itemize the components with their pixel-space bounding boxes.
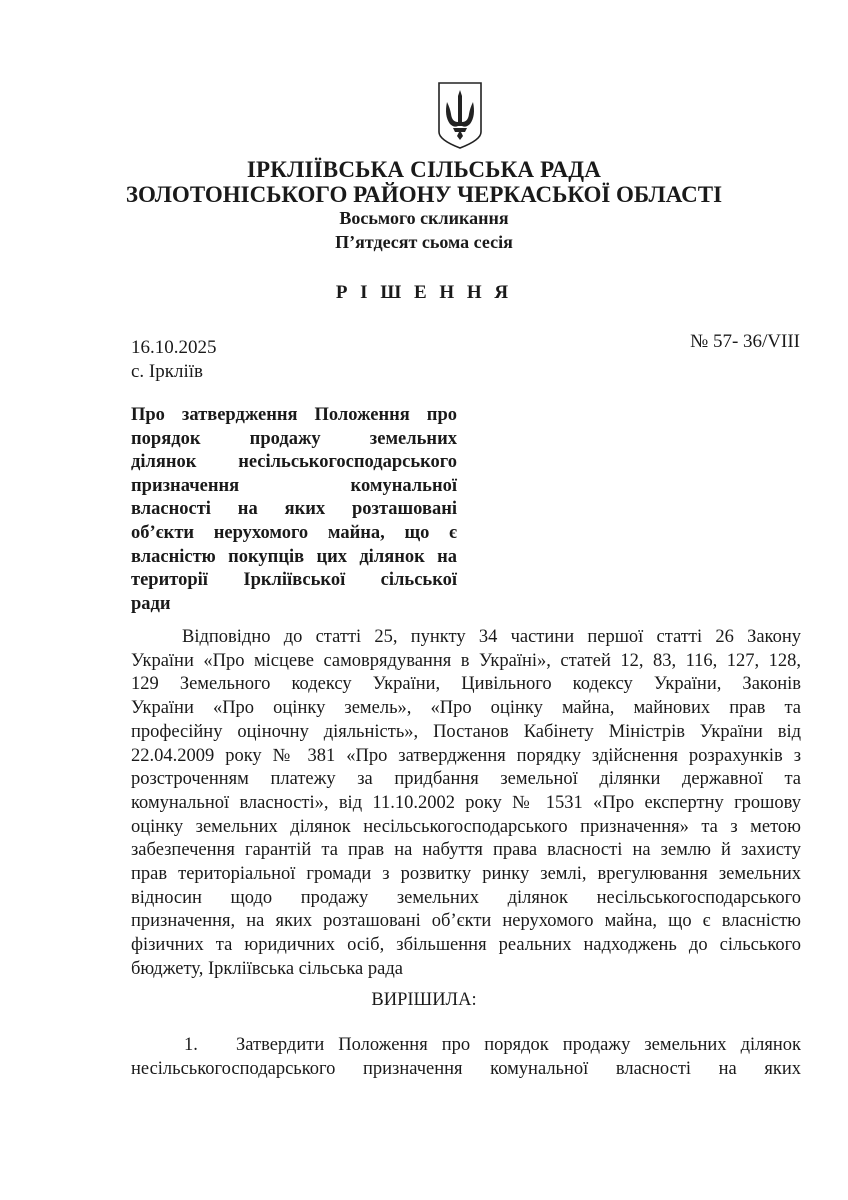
subject-line: об’єкти нерухомого майна, що є (131, 522, 457, 543)
preamble-line: 22.04.2009 року № 381 «Про затвердження порядку здійснення розрахунків з (131, 745, 801, 766)
preamble-line: розстроченням платежу за придбання земельної ділянки державної та (131, 769, 801, 790)
preamble-line: відносин щодо продажу земельних ділянок несільськогосподарського (131, 887, 801, 908)
decision-item-number: 1. (184, 1035, 198, 1055)
decision-subject (131, 404, 457, 616)
preamble-line: забезпечення гарантій та прав на набуття права власності на землю й захисту (131, 840, 801, 861)
decision-item-line: несільськогосподарського призначення комунальної власності на яких (131, 1058, 801, 1079)
decision-place: с. Іркліїв (131, 361, 204, 382)
decision-item-line (131, 1034, 801, 1058)
preamble-line: прав територіальної громади з розвитку ринку землі, врегулювання земельних (131, 864, 801, 885)
preamble-line: комунальної власності», від 11.10.2002 року № 1531 «Про експертну грошову (131, 792, 801, 813)
decision-item (131, 1034, 801, 1081)
preamble-line: 129 Земельного кодексу України, Цивільного кодексу України, Законів (131, 674, 801, 695)
tryzub-coat-of-arms-icon (436, 80, 484, 150)
district-region: ЗОЛОТОНІСЬКОГО РАЙОНУ ЧЕРКАСЬКОЇ ОБЛАСТІ (125, 182, 723, 207)
decision-date: 16.10.2025 (131, 337, 217, 358)
session: П’ятдесят сьома сесія (335, 232, 513, 252)
convocation: Восьмого скликання (339, 208, 509, 228)
subject-line: ділянок несільськогосподарського (131, 452, 457, 473)
subject-line: власністю покупців цих ділянок на (131, 546, 457, 567)
decided-heading: ВИРІШИЛА: (371, 990, 477, 1010)
subject-line: ради (131, 593, 171, 614)
subject-line: території Іркліївської сільської (131, 570, 457, 591)
subject-line: Про затвердження Положення про (131, 405, 457, 425)
preamble-line: фізичних та юридичних осіб, збільшення реальних надходжень до сільського (131, 935, 801, 956)
decision-number: № 57- 36/VIII (690, 331, 800, 352)
subject-line: порядок продажу земельних (131, 428, 457, 449)
document-title: Р І Ш Е Н Н Я (335, 282, 513, 303)
subject-line: власності на яких розташовані (131, 499, 457, 520)
preamble-line: бюджету, Іркліївська сільська рада (131, 958, 403, 979)
preamble-paragraph (131, 626, 801, 982)
preamble-line: України «Про оцінку земель», «Про оцінку майна, майнових прав та (131, 698, 801, 719)
preamble-line: оцінку земельних ділянок несільськогосподарського призначення» та з метою (131, 816, 801, 837)
council-name: ІРКЛІЇВСЬКА СІЛЬСЬКА РАДА (246, 157, 602, 182)
preamble-line: Відповідно до статті 25, пункту 34 частини першої статті 26 Закону (182, 627, 801, 647)
decision-item-text: Затвердити Положення про порядок продажу земельних ділянок (236, 1035, 801, 1055)
subject-line: призначення комунальної (131, 475, 457, 496)
preamble-line: призначення, на яких розташовані об’єкти нерухомого майна, що є власністю (131, 911, 801, 932)
preamble-line: професійну оціночну діяльність», Постанов Кабінету Міністрів України від (131, 721, 801, 742)
preamble-line: України «Про місцеве самоврядування в Україні», статей 12, 83, 116, 127, 128, (131, 650, 801, 671)
